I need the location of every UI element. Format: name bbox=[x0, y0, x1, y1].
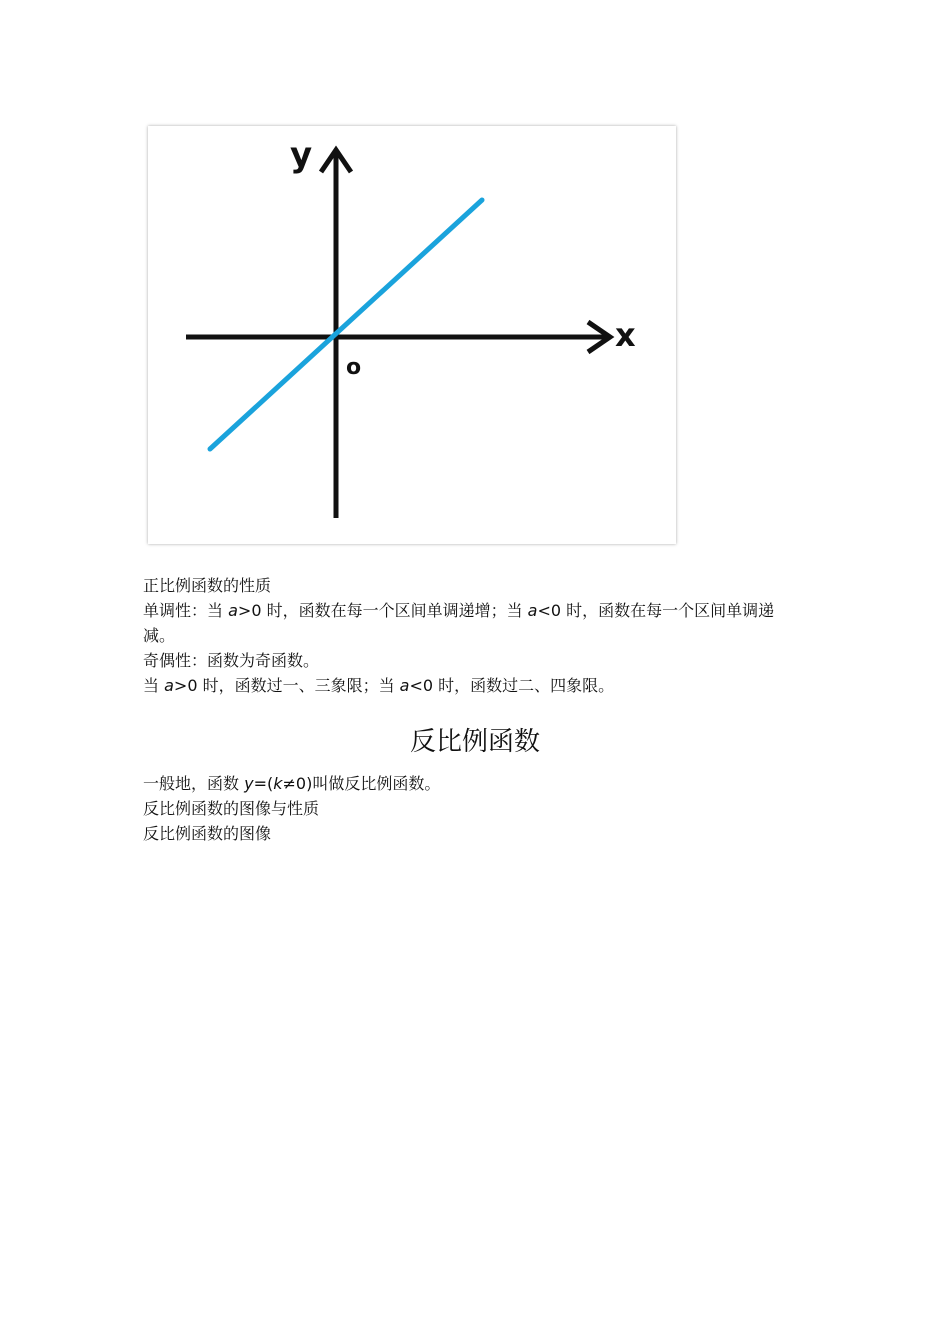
x-axis-label: x bbox=[615, 316, 636, 354]
proportional-function-graph bbox=[148, 126, 676, 544]
inverse-graph-properties: 反比例函数的图像与性质 bbox=[143, 799, 320, 818]
quadrants-text: 当 a>0 时，函数过一、三象限；当 a<0 时，函数过二、四象限。 bbox=[143, 676, 615, 695]
inverse-definition: 一般地，函数 y=(k≠0)叫做反比例函数。 bbox=[143, 774, 441, 793]
y-axis-label: y bbox=[290, 135, 313, 175]
monotonicity-wrap: 减。 bbox=[143, 626, 176, 645]
inverse-block bbox=[143, 771, 823, 846]
origin-label: o bbox=[346, 355, 362, 380]
section-title: 反比例函数 bbox=[409, 727, 540, 757]
function-line bbox=[210, 200, 482, 449]
parity-text: 奇偶性：函数为奇函数。 bbox=[143, 651, 320, 670]
graph-svg bbox=[148, 126, 676, 544]
properties-heading: 正比例函数的性质 bbox=[143, 576, 272, 595]
properties-block bbox=[143, 573, 823, 698]
monotonicity-text: 单调性：当 a>0 时，函数在每一个区间单调递增；当 a<0 时，函数在每一个区间单调递 bbox=[143, 601, 775, 620]
inverse-graph: 反比例函数的图像 bbox=[143, 824, 272, 843]
